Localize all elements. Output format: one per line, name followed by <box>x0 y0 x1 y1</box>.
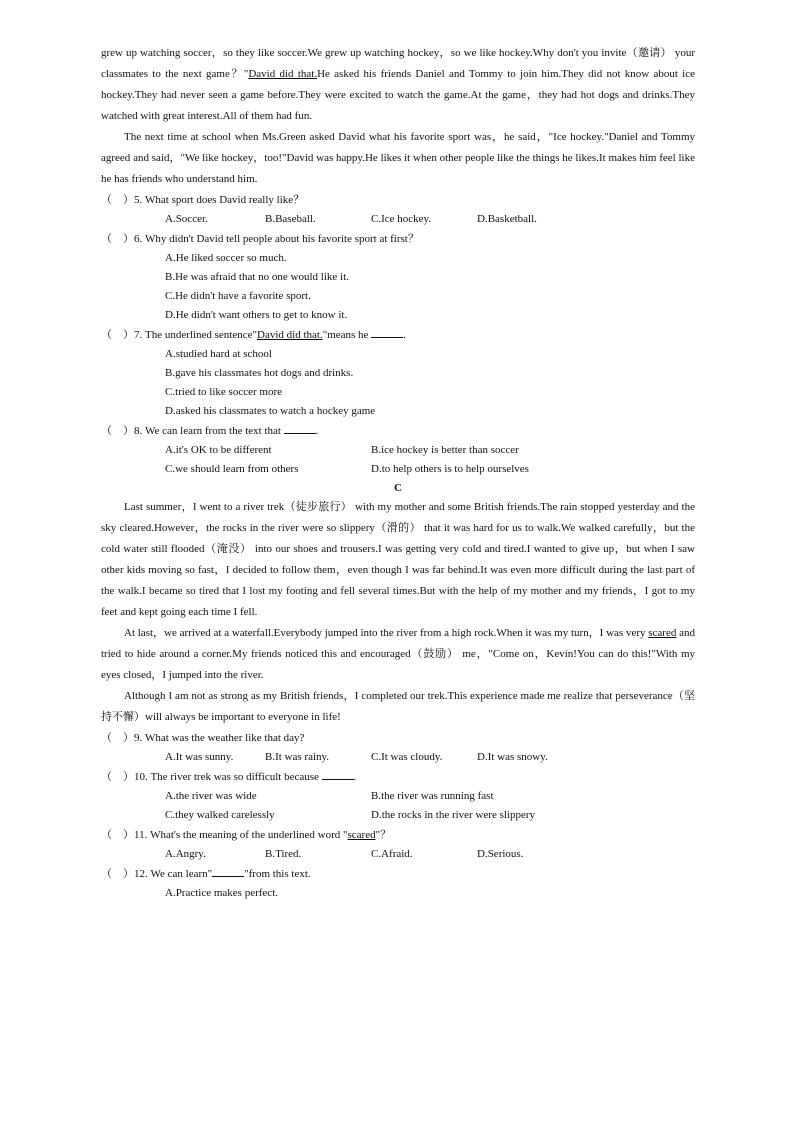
option-a[interactable]: A.it's OK to be different <box>165 444 272 456</box>
question-11-stem: （ ）11. What's the meaning of the underlined word "scared"？ <box>101 829 392 841</box>
option-a[interactable]: A.He liked soccer so much. <box>165 252 287 264</box>
question-8-options-ab <box>101 441 695 460</box>
passage-c-paragraph-1: Last summer，I went to a river trek（徒步旅行） with my mother and some British friends.The rain stopped yesterday and the sky cleared.However，the rocks in the river were so slippery（滑的） that it was hard for us to walk.We walked carefully，but the cold water still flooded（淹没） into our shoes and trousers.I was getting very cold and tired.I wanted to give up，but when I saw other kids moving so fast，I decided to follow them，even though I was far behind.It was even more difficult during the last part of the walk.I became so tired that I lost my footing and fell several times.But with the help of my mother and my friends，I got to my feet and kept going each time I fell. <box>101 501 695 618</box>
option-d[interactable]: D.asked his classmates to watch a hockey game <box>165 405 376 417</box>
passage-text: He asked his friends Daniel and Tommy to join him.They did not know about ice hockey.They had never seen a game before.They were excited to watch the game.At the game，they had hot dogs and drinks.They watched with great interest.All of them had fun. <box>101 68 695 122</box>
passage-text: grew up watching soccer，so they like soccer.We grew up watching hockey，so we like hockey.Why don't you invite（邀请） your classmates to the next game？" <box>101 47 695 80</box>
option-c[interactable]: C.they walked carelessly <box>165 809 275 821</box>
option-b[interactable]: B.ice hockey is better than soccer <box>371 444 519 456</box>
option-d[interactable]: D.Basketball. <box>477 213 537 225</box>
option-a[interactable]: A.Soccer. <box>165 213 208 225</box>
question-10-options-ab <box>101 787 695 806</box>
option-c[interactable]: C.He didn't have a favorite sport. <box>165 290 311 302</box>
option-d[interactable]: D.the rocks in the river were slippery <box>371 809 536 821</box>
option-c[interactable]: C.Ice hockey. <box>371 213 432 225</box>
option-c[interactable]: C.we should learn from others <box>165 463 299 475</box>
answer-blank[interactable] <box>322 770 354 780</box>
option-b[interactable]: B.Baseball. <box>265 213 316 225</box>
question-12-stem: （ ）12. We can learn" "from this text. <box>101 868 311 880</box>
question-5-options <box>101 210 695 229</box>
question-7-stem: （ ）7. The underlined sentence"David did that."means he . <box>101 329 406 341</box>
answer-blank[interactable] <box>371 328 403 338</box>
option-b[interactable]: B.He was afraid that no one would like it. <box>165 271 349 283</box>
question-8-options-cd <box>101 460 695 479</box>
option-d[interactable]: D.to help others is to help ourselves <box>371 463 529 475</box>
option-a[interactable]: A.Angry. <box>165 848 206 860</box>
underlined-sentence: David did that. <box>257 329 323 341</box>
question-9-stem: （ ）9. What was the weather like that day? <box>101 732 305 744</box>
option-d[interactable]: D.Serious. <box>477 848 524 860</box>
option-b[interactable]: B.Tired. <box>265 848 302 860</box>
question-6-stem: （ ）6. Why didn't David tell people about his favorite sport at first？ <box>101 233 419 245</box>
option-a[interactable]: A.Practice makes perfect. <box>165 887 278 899</box>
underlined-word: scared <box>347 829 376 841</box>
option-c[interactable]: C.tried to like soccer more <box>165 386 282 398</box>
option-b[interactable]: B.the river was running fast <box>371 790 494 802</box>
answer-blank[interactable] <box>284 424 316 434</box>
question-9-options <box>101 748 695 767</box>
option-d[interactable]: D.It was snowy. <box>477 751 548 763</box>
question-8-stem: （ ）8. We can learn from the text that . <box>101 425 319 437</box>
question-11-options <box>101 845 695 864</box>
option-a[interactable]: A.It was sunny. <box>165 751 234 763</box>
option-c[interactable]: C.It was cloudy. <box>371 751 443 763</box>
question-10-options-cd <box>101 806 695 825</box>
question-5-stem: （ ）5. What sport does David really like？ <box>101 194 305 206</box>
answer-blank[interactable] <box>212 867 244 877</box>
passage-c-paragraph-2: At last，we arrived at a waterfall.Everybody jumped into the river from a high rock.When it was my turn，I was very scared and tried to hide around a corner.My friends noticed this and encouraged（鼓励） me，"Come on，Kevin!You can do this!"With my eyes closed，I jumped into the river. <box>101 627 695 681</box>
option-a[interactable]: A.studied hard at school <box>165 348 272 360</box>
worksheet-page <box>101 43 695 903</box>
passage-b-paragraph-2: The next time at school when Ms.Green asked David what his favorite sport was，he said，"Ice hockey."Daniel and Tommy agreed and said，"We like hockey，too!"David was happy.He likes it when other people like the things he likes.It makes him feel like he has friends who understand him. <box>101 131 695 185</box>
option-d[interactable]: D.He didn't want others to get to know it. <box>165 309 348 321</box>
section-title: C <box>394 482 402 494</box>
option-a[interactable]: A.the river was wide <box>165 790 257 802</box>
passage-b-paragraph-1 <box>101 43 695 127</box>
option-b[interactable]: B.It was rainy. <box>265 751 330 763</box>
underlined-word: scared <box>648 627 677 639</box>
passage-c-paragraph-3: Although I am not as strong as my British friends，I completed our trek.This experience made me realize that perseverance（坚持不懈）will always be important to everyone in life! <box>101 690 695 723</box>
option-c[interactable]: C.Afraid. <box>371 848 413 860</box>
question-10-stem: （ ）10. The river trek was so difficult because . <box>101 771 357 783</box>
underlined-sentence: David did that. <box>248 68 318 80</box>
option-b[interactable]: B.gave his classmates hot dogs and drinks. <box>165 367 354 379</box>
